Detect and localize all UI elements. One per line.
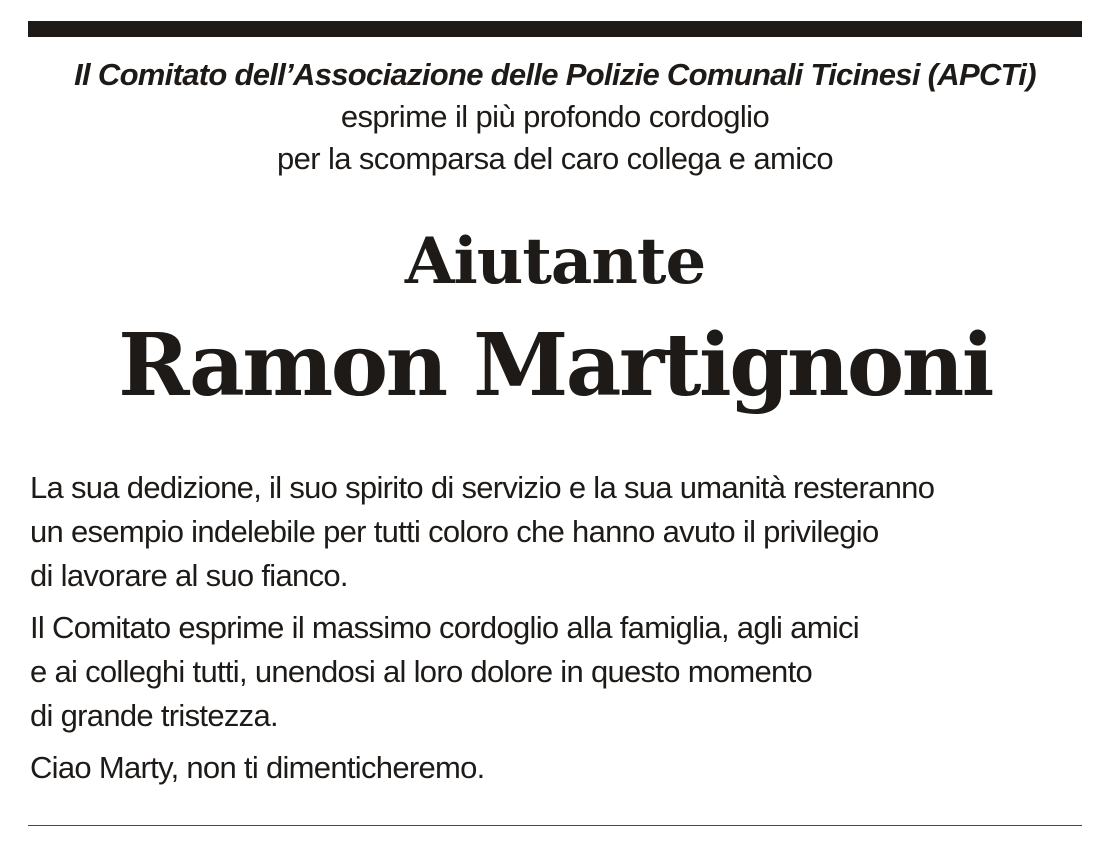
text-line: Il Comitato esprime il massimo cordoglio alla famiglia, agli amici bbox=[30, 610, 859, 645]
condolence-line: esprime il più profondo cordoglio bbox=[340, 99, 770, 134]
notice-body bbox=[30, 466, 1090, 798]
text-line: e ai colleghi tutti, unendosi al loro dolore in questo momento bbox=[30, 654, 813, 689]
notice-header bbox=[28, 54, 1082, 180]
top-rule bbox=[28, 21, 1082, 37]
loss-line: per la scomparsa del caro collega e amico bbox=[276, 141, 834, 176]
deceased-name: Ramon Martignoni bbox=[118, 315, 992, 416]
text-line: La sua dedizione, il suo spirito di servizio e la sua umanità resteranno bbox=[30, 470, 935, 505]
deceased-rank: Aiutante bbox=[404, 224, 706, 299]
text-line: Ciao Marty, non ti dimenticheremo. bbox=[30, 750, 485, 785]
paragraph-dedication bbox=[30, 466, 1090, 598]
paragraph-farewell bbox=[30, 746, 1090, 790]
text-line: di grande tristezza. bbox=[30, 698, 278, 733]
text-line: un esempio indelebile per tutti coloro che hanno avuto il privilegio bbox=[30, 514, 879, 549]
paragraph-condolences bbox=[30, 606, 1090, 738]
bottom-rule bbox=[28, 825, 1082, 826]
text-line: di lavorare al suo fianco. bbox=[30, 558, 348, 593]
association-line: Il Comitato dell’Associazione delle Polizie Comunali Ticinesi (APCTi) bbox=[74, 57, 1036, 92]
